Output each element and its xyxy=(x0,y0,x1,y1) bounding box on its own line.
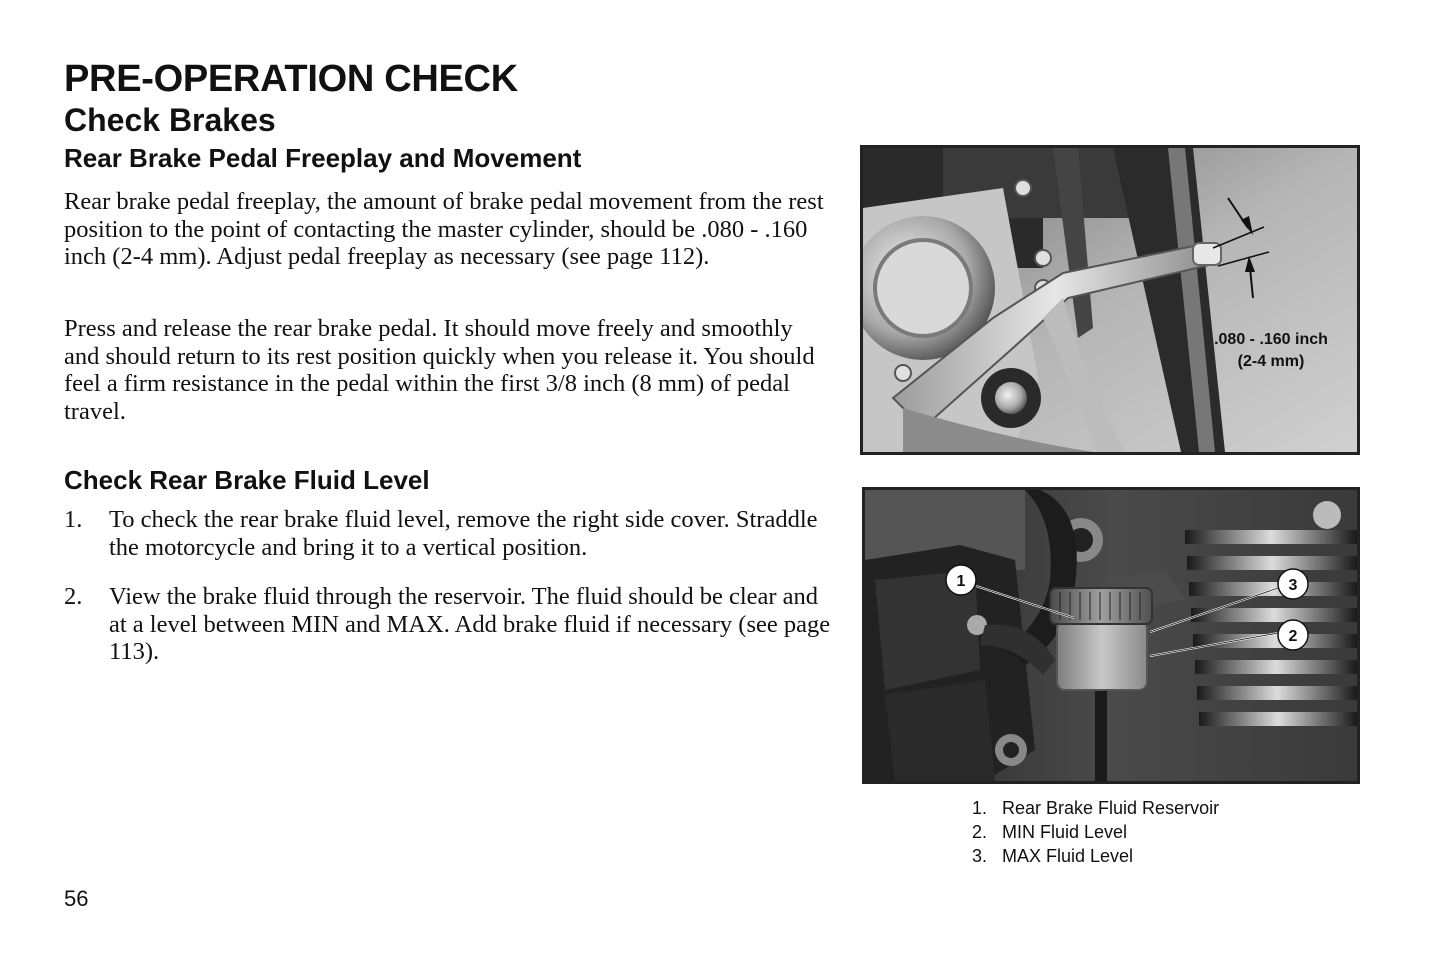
callout-3-number: 3 xyxy=(1288,577,1298,594)
step-text: View the brake fluid through the reservoir. The fluid should be clear and at a level between MIN and MAX. Add brake fluid if necessary (see page 113). xyxy=(109,583,831,665)
brake-reservoir-illustration xyxy=(865,490,1357,781)
step-number: 1. xyxy=(64,506,83,533)
legend-number: 2. xyxy=(972,822,988,842)
freeplay-heading: Rear Brake Pedal Freeplay and Movement xyxy=(64,143,582,173)
step-text: To check the rear brake fluid level, remove the right side cover. Straddle the motorcycle and bring it to a vertical position. xyxy=(109,506,818,561)
brake-pedal-photo xyxy=(860,145,1360,455)
freeplay-measurement-label: .080 - .160 inch xyxy=(1214,331,1328,348)
legend-item xyxy=(972,796,1219,820)
callout-2 xyxy=(1278,620,1308,650)
section-title: Check Brakes xyxy=(64,102,276,138)
freeplay-paragraph-2: Press and release the rear brake pedal. It should move freely and smoothly and should return to its rest position quickly when you release it. You should feel a firm resistance in the pedal within the first 3/8 inch (8 mm) of pedal travel. xyxy=(64,315,815,425)
fluid-step-2 xyxy=(64,583,834,666)
legend-number: 1. xyxy=(972,798,988,818)
legend-text: MAX Fluid Level xyxy=(1002,846,1134,866)
step-number: 2. xyxy=(64,583,83,610)
fluid-heading: Check Rear Brake Fluid Level xyxy=(64,465,430,495)
legend-item xyxy=(972,844,1219,868)
callout-1-number: 1 xyxy=(956,573,966,590)
freeplay-measurement-metric: (2-4 mm) xyxy=(1237,353,1305,370)
legend-text: Rear Brake Fluid Reservoir xyxy=(1002,798,1220,818)
fluid-step-1 xyxy=(64,506,834,561)
freeplay-paragraph-1: Rear brake pedal freeplay, the amount of brake pedal movement from the rest position to the point of contacting the master cylinder, should be .080 - .160 inch (2-4 mm). Adjust pedal freeplay as necessary (see page 112). xyxy=(64,188,824,270)
legend-text: MIN Fluid Level xyxy=(1002,822,1128,842)
page-title: PRE-OPERATION CHECK xyxy=(64,58,518,100)
legend-item xyxy=(972,820,1219,844)
brake-reservoir-photo xyxy=(862,487,1360,784)
legend-number: 3. xyxy=(972,846,988,866)
page-number: 56 xyxy=(64,886,89,911)
callout-1 xyxy=(946,565,976,595)
callout-3 xyxy=(1278,569,1308,599)
callout-2-number: 2 xyxy=(1288,628,1298,645)
brake-pedal-illustration xyxy=(863,148,1357,452)
figure-legend xyxy=(972,796,1219,868)
